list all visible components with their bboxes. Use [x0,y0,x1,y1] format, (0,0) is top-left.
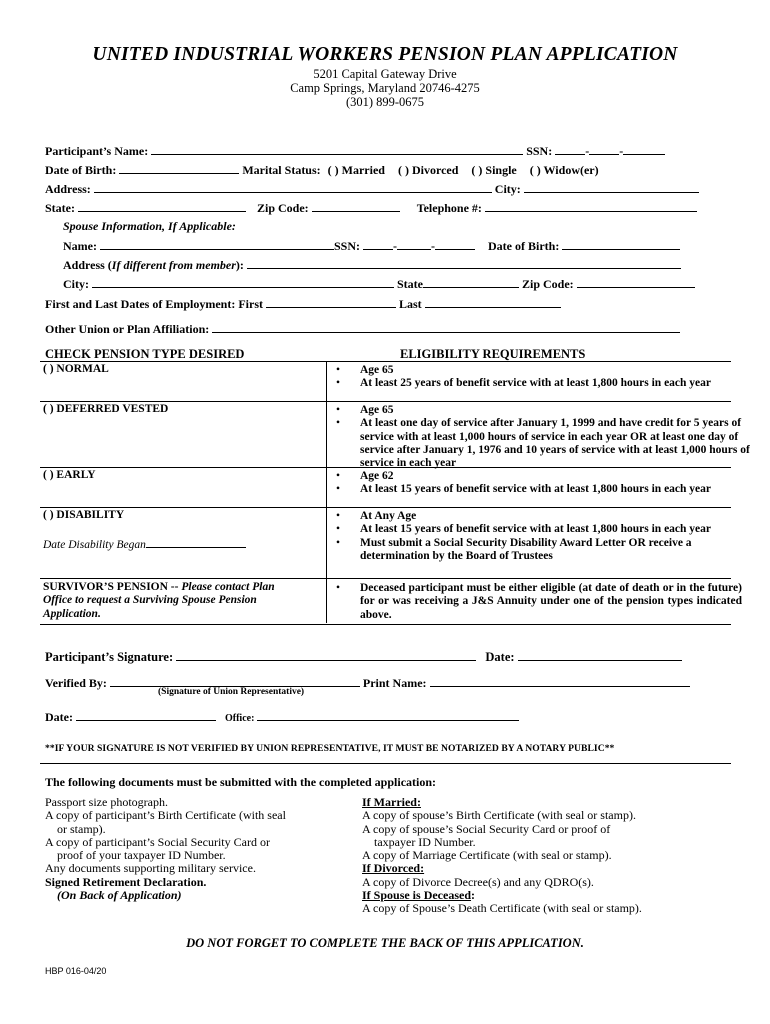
verified-by-field[interactable] [110,675,360,687]
notary-note: **IF YOUR SIGNATURE IS NOT VERIFIED BY UNION REPRESENTATIVE, IT MUST BE NOTARIZED BY A NOTARY PUBLIC** [45,743,615,754]
pension-row-normal [40,361,731,402]
participant-zip-field[interactable] [312,200,400,212]
list-item: • Age 62 [336,470,728,483]
early-checkbox[interactable]: ( ) EARLY [43,469,96,481]
participant-zip-label: Zip Code: [257,201,309,215]
participant-name-field[interactable] [151,143,523,155]
pension-row-survivor [40,578,742,625]
participant-dob-field[interactable] [119,162,239,174]
office-label: Office: [224,713,255,724]
list-item: • Deceased participant must be either eligible (at date of death or in the future) for or was receiving a J&S Annuity under one of the pension types indicated above. [336,582,742,622]
spouse-ssn-field-2[interactable] [397,238,431,250]
participant-signature-field[interactable] [176,649,476,661]
spouse-state-label: State [397,277,423,291]
disability-requirements [336,510,728,563]
list-item: taxpayer ID Number. [374,834,476,849]
participant-ssn-field-1[interactable] [555,143,585,155]
participant-name-row: Participant’s Name: SSN: - - [45,143,665,159]
list-item: Signed Retirement Declaration. [45,874,207,889]
documents-left-list [45,796,286,902]
spouse-heading: Spouse Information, If Applicable: [63,219,236,233]
list-item: A copy of Spouse’s Death Certificate (with seal or stamp). [362,901,642,916]
eligibility-header: ELIGIBILITY REQUIREMENTS [400,347,586,361]
office-field[interactable] [257,709,519,721]
marital-status-label: Marital Status: [242,163,321,177]
spouse-dob-label: Date of Birth: [488,239,560,253]
list-item: proof of your taxpayer ID Number. [57,848,226,863]
section-divider [40,763,731,764]
list-item: Any documents supporting military service. [45,861,256,876]
list-item: • At least 15 years of benefit service with at least 1,800 hours in each year [336,483,728,496]
plan-city-address: Camp Springs, Maryland 20746-4275 [290,81,480,95]
marital-divorced-checkbox[interactable]: ( ) Divorced [397,163,459,177]
participant-city-label: City: [494,182,521,196]
signature-date-label: Date: [485,650,515,664]
verified-date-field[interactable] [76,709,216,721]
list-item: A copy of spouse’s Social Security Card or proof of [362,821,611,836]
list-item: Passport size photograph. [45,795,168,809]
verified-by-label: Verified By: [45,676,107,690]
pension-row-early [40,467,731,508]
participant-ssn-label: SSN: [526,144,553,158]
list-item: • Age 65 [336,364,728,377]
plan-street-address: 5201 Capital Gateway Drive [313,67,457,81]
union-rep-note: (Signature of Union Representative) [158,687,305,697]
survivor-pension-label [43,581,283,621]
employment-last-label: Last [398,297,422,311]
spouse-name-field[interactable] [100,238,334,250]
employment-dates-row [45,296,561,312]
signature-date-field[interactable] [518,649,682,661]
participant-name-label: Participant’s Name: [45,144,149,158]
normal-requirements [336,364,728,391]
pension-row-deferred-vested [40,401,750,470]
participant-signature-label: Participant’s Signature: [45,650,174,664]
spouse-ssn-label: SSN: [333,239,360,253]
spouse-address-row [63,257,681,273]
address-row [45,181,699,197]
deferred-vested-requirements [336,404,752,470]
participant-state-label: State: [45,201,75,215]
list-item: A copy of participant’s Social Security Card or [45,834,270,849]
employment-first-field[interactable] [266,296,396,308]
deferred-vested-checkbox[interactable]: ( ) DEFERRED VESTED [43,403,169,415]
survivor-label-bold: SURVIVOR’S PENSION -- [43,581,179,593]
affiliation-field[interactable] [212,321,680,333]
list-item: • At least 25 years of benefit service with at least 1,800 hours in each year [336,377,728,390]
verified-row [45,675,690,691]
spouse-city-label: City: [63,277,89,291]
affiliation-row [45,321,680,337]
if-deceased-heading-row [362,889,642,902]
list-item: A copy of Marriage Certificate (with seal or stamp). [362,848,612,863]
spouse-dob-field[interactable] [562,238,680,250]
participant-city-field[interactable] [524,181,699,193]
disability-checkbox[interactable]: ( ) DISABILITY [43,509,125,521]
if-married-heading: If Married: [362,795,421,809]
spouse-address-label-b: If different from member [111,258,236,272]
participant-ssn-field-2[interactable] [589,143,619,155]
participant-signature-row [45,649,682,665]
pension-row-disability [40,507,731,579]
list-item: • Age 65 [336,404,752,417]
participant-address-field[interactable] [94,181,492,193]
employment-first-label: First and Last Dates of Employment: First [45,297,263,311]
date-office-row [45,709,519,725]
if-deceased-heading: If Spouse is Deceased [362,888,472,903]
list-item: or stamp). [57,821,106,836]
affiliation-label: Other Union or Plan Affiliation: [45,322,210,336]
spouse-ssn-field-1[interactable] [363,238,393,250]
form-title: UNITED INDUSTRIAL WORKERS PENSION PLAN APPLICATION [92,44,678,65]
dob-marital-row [45,162,599,178]
disability-date-label: Date Disability Began [43,539,146,551]
participant-state-field[interactable] [78,200,246,212]
survivor-label-italic: Please contact Plan Office to request a Surviving Spouse Pension Application. [43,581,275,620]
list-item: • Must submit a Social Security Disability Award Letter OR receive a determination by the Board of Trustees [336,537,728,564]
spouse-address-label-c: ): [235,258,244,272]
back-page-reminder: DO NOT FORGET TO COMPLETE THE BACK OF THIS APPLICATION. [186,936,584,950]
participant-address-label: Address: [45,182,91,196]
list-item: • At Any Age [336,510,728,523]
spouse-city-row [63,276,695,292]
spouse-state-field[interactable] [423,276,519,288]
marital-married-checkbox[interactable]: ( ) Married [327,163,385,177]
spouse-address-field[interactable] [247,257,681,269]
spouse-ssn-field-3[interactable] [435,238,475,250]
participant-telephone-field[interactable] [485,200,697,212]
spouse-zip-field[interactable] [577,276,695,288]
state-zip-row [45,200,697,216]
spouse-address-label-a: Address ( [63,258,112,272]
documents-right-list [362,796,642,916]
disability-date-field[interactable] [146,536,246,548]
form-code: HBP 016-04/20 [45,966,107,976]
if-deceased-colon: : [471,888,476,903]
pension-type-header: CHECK PENSION TYPE DESIRED [45,347,245,361]
if-divorced-heading: If Divorced: [362,861,425,876]
marital-single-checkbox[interactable]: ( ) Single [471,163,517,177]
plan-phone: (301) 899-0675 [345,95,425,109]
list-item: • At least one day of service after January 1, 1999 and have credit for 5 years of service with at least 1,000 hours of service in each year OR at least one day of service after January 1, 1976 and 10 years of service with at least 1,000 hours of service in each year [336,417,752,470]
list-item: (On Back of Application) [57,888,182,903]
spouse-zip-label: Zip Code: [522,277,574,291]
spouse-name-row: Name: SSN: - - Date of Birth: [63,238,680,254]
employment-last-field[interactable] [425,296,561,308]
survivor-requirements [336,582,742,622]
disability-date-row [43,536,246,551]
spouse-name-label: Name: [63,239,97,253]
list-item: A copy of spouse’s Birth Certificate (with seal or stamp). [362,808,636,823]
print-name-label: Print Name: [362,676,427,690]
normal-checkbox[interactable]: ( ) NORMAL [43,363,109,375]
print-name-field[interactable] [430,675,690,687]
list-item: A copy of Divorce Decree(s) and any QDRO(s). [362,874,594,889]
early-requirements [336,470,728,497]
list-item: A copy of participant’s Birth Certificate (with seal [45,808,286,823]
list-item: • At least 15 years of benefit service with at least 1,800 hours in each year [336,523,728,536]
participant-dob-label: Date of Birth: [45,163,117,177]
verified-date-label: Date: [45,710,73,724]
spouse-city-field[interactable] [92,276,394,288]
marital-widow-checkbox[interactable]: ( ) Widow(er) [529,163,599,177]
participant-ssn-field-3[interactable] [623,143,665,155]
participant-telephone-label: Telephone #: [416,201,482,215]
documents-heading: The following documents must be submitted with the completed application: [45,775,437,789]
